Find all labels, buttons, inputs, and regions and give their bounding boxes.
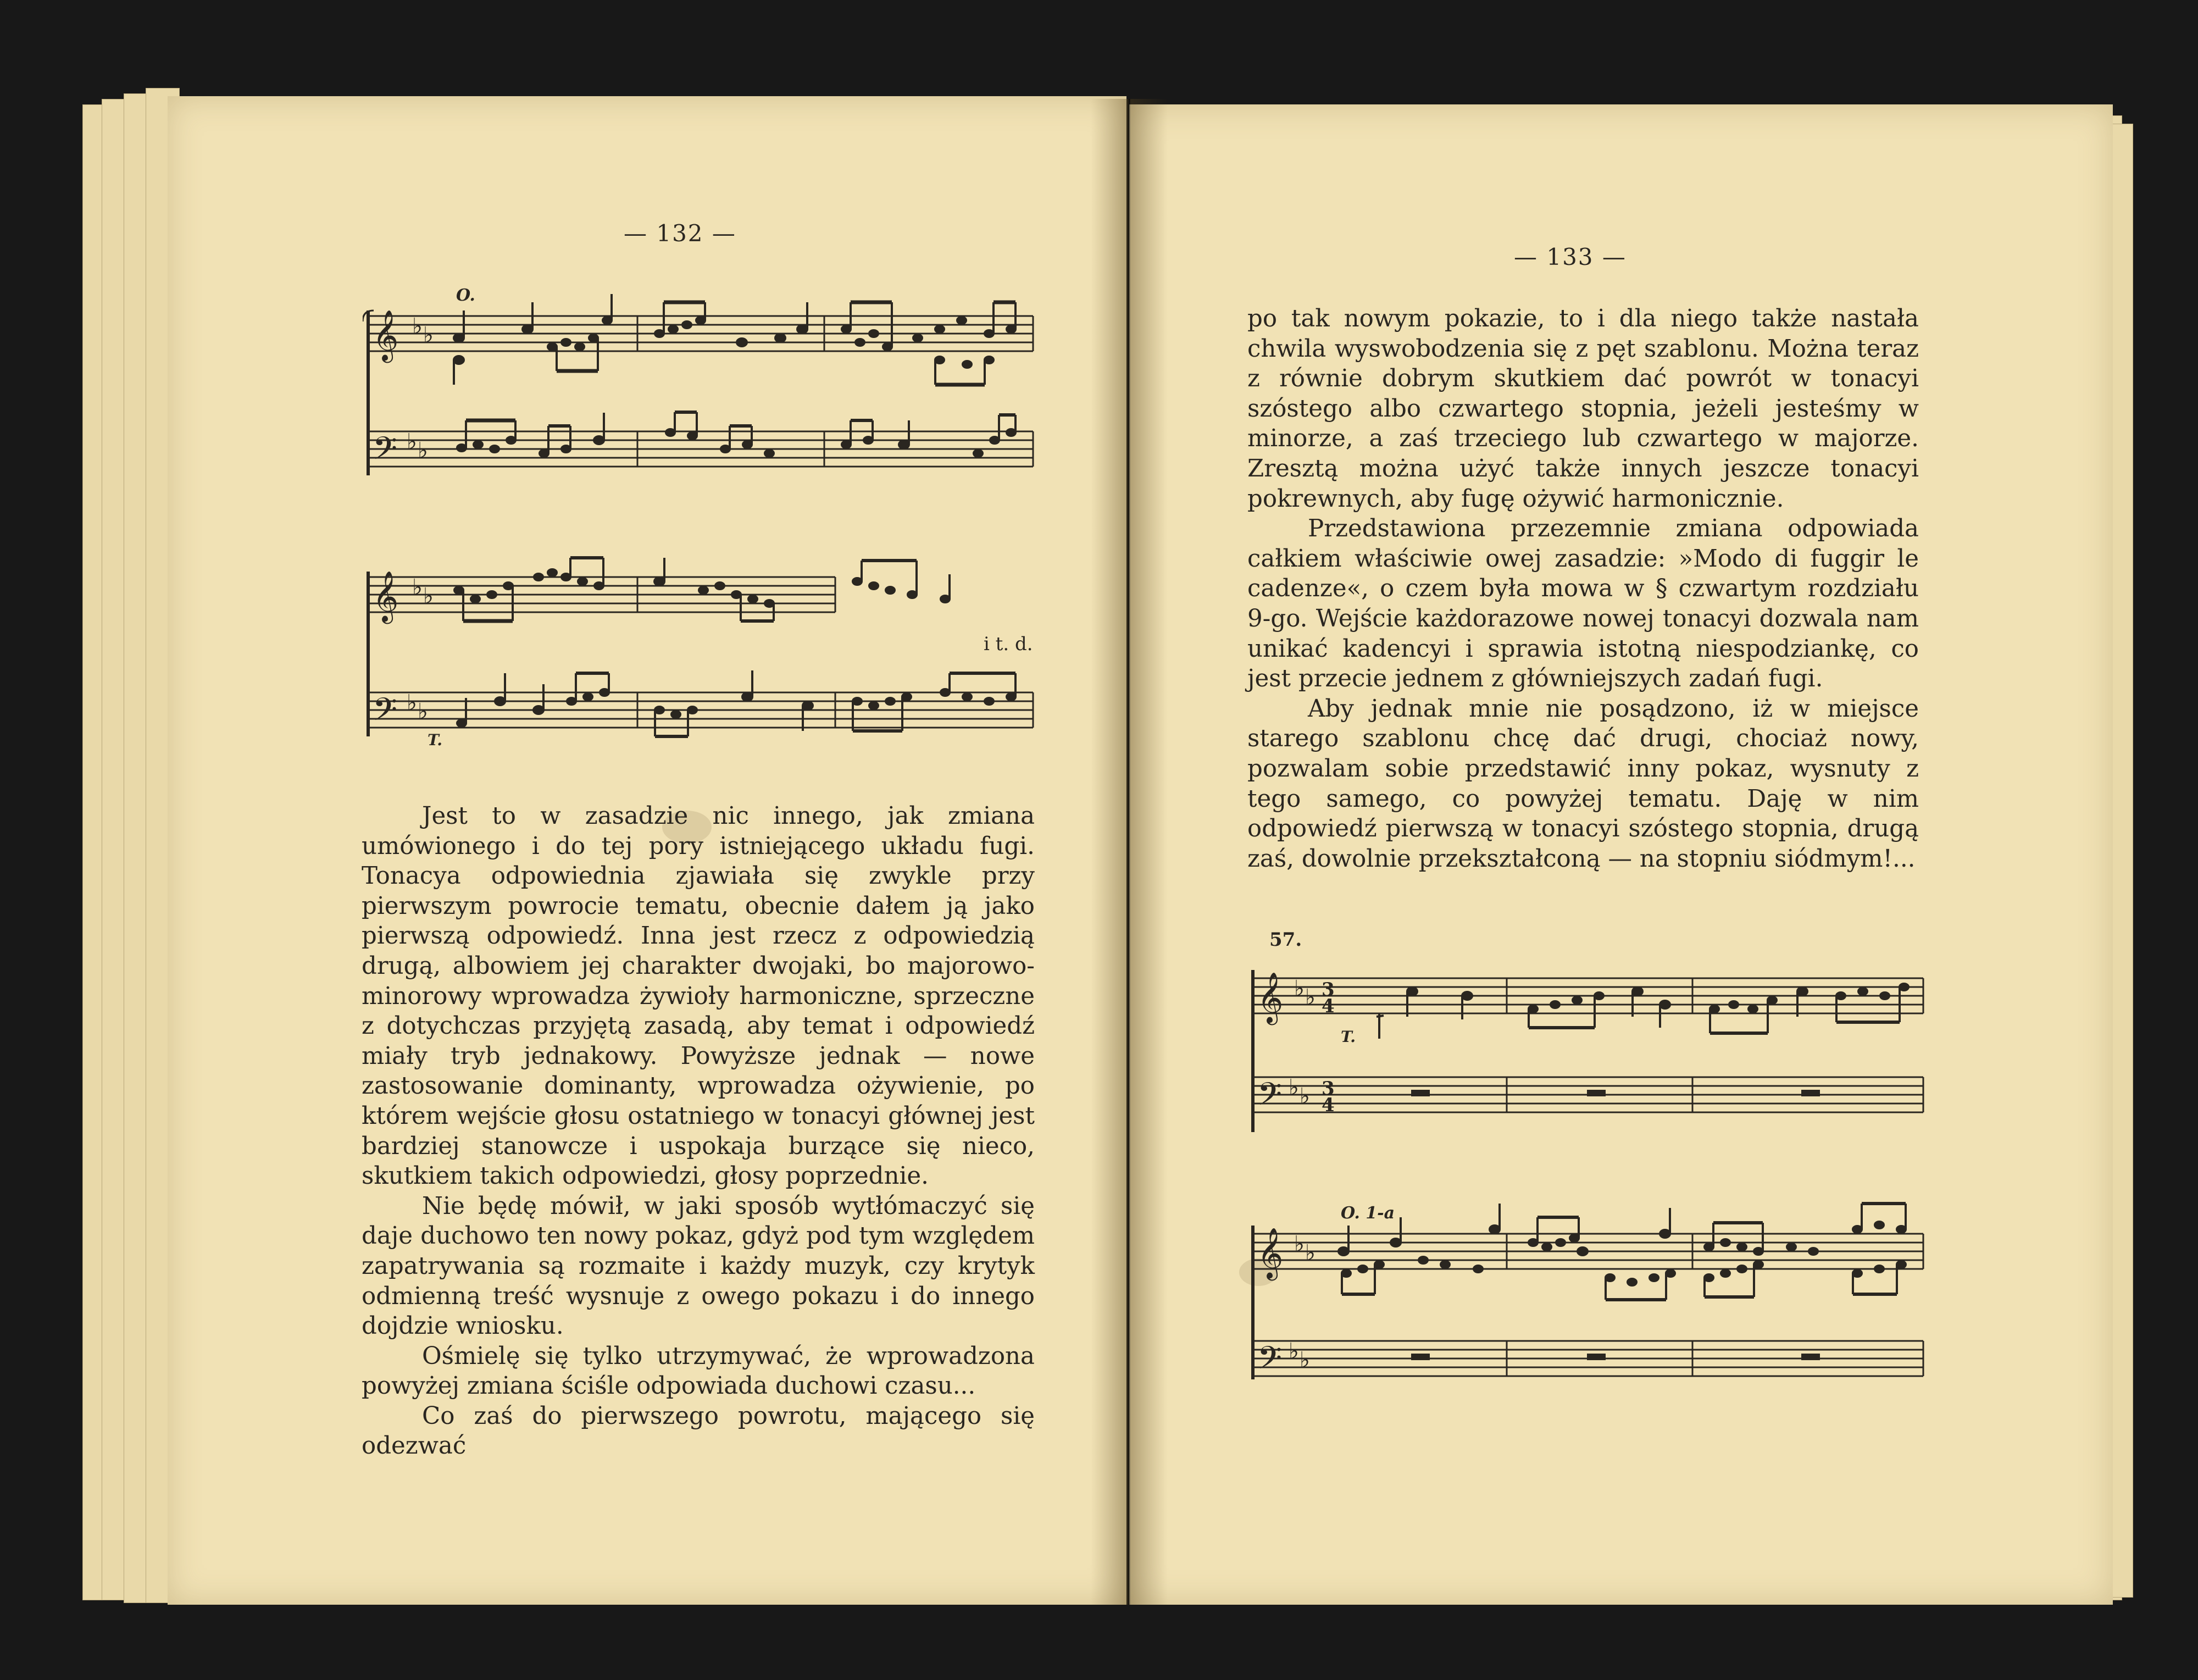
svg-text:♭: ♭ bbox=[407, 429, 417, 454]
music-example-bottom bbox=[363, 555, 1039, 745]
svg-text:♭: ♭ bbox=[1305, 1240, 1316, 1266]
svg-text:♭: ♭ bbox=[1294, 976, 1305, 1001]
example-number: 57. bbox=[1269, 929, 1302, 951]
paragraph: Co zaś do pierwszego powrotu, mającego się odezwać bbox=[362, 1402, 1035, 1460]
paragraph: Jest to w zasadzie nic innego, jak zmiana umówionego i do tej pory istniejącego układu fugi. Tonacya odpowiednia zjawiała się zwykle przy pierwszym powrocie tematu, obecnie dałem ją jako pierwszą odpowiedź. Inna jest rzecz z odpowiedzią drugą, albowiem jej charakter dwojaki, bo majorowo-minorowy wprowadza żywioły harmoniczne, sprzeczne z dotychczas przyjętą zasadą, aby temat i odpowiedź miały tryb jednakowy. Powyższe jednak — nowe zastosowanie dominanty, wprowadza ożywienie, po którem wejście głosu ostatniego w tonacyi głównej jest bardziej stanowcze i uspokaja burzące się nieco, skutkiem takich odpowiedzi, głosy poprzednie. bbox=[362, 802, 1035, 1190]
svg-text:3: 3 bbox=[1322, 979, 1335, 1001]
svg-text:♭: ♭ bbox=[412, 314, 423, 339]
svg-text:𝄢: 𝄢 bbox=[373, 691, 398, 736]
svg-text:♭: ♭ bbox=[423, 584, 434, 609]
music-example-o1a bbox=[1247, 1198, 1929, 1385]
svg-text:♭: ♭ bbox=[1294, 1232, 1305, 1257]
svg-text:♭: ♭ bbox=[407, 690, 417, 716]
svg-text:4: 4 bbox=[1322, 1094, 1335, 1116]
paragraph: Przedstawiona przezemnie zmiana odpowiada całkiem właściwie owej zasadzie: »Modo di fuggir le cadenze«, o czem była mowa w § czwartym rozdziału 9-go. Wejście każdorazowe nowej tonacyi dozwala nam unikać kadencyi i sprawia istotną niespodziankę, co jest przecie jednem z główniejszych zadań fugi. bbox=[1247, 515, 1919, 693]
voice-label-o: O. 1-a bbox=[1341, 1204, 1395, 1223]
svg-text:♭: ♭ bbox=[1305, 985, 1316, 1010]
voice-label-t: T. bbox=[428, 731, 442, 749]
voice-label-t: T. bbox=[1341, 1028, 1356, 1046]
page-number: — 133 — bbox=[1514, 243, 1627, 270]
svg-text:𝄞: 𝄞 bbox=[373, 309, 399, 361]
svg-text:4: 4 bbox=[1322, 995, 1335, 1017]
right-page-body bbox=[1247, 304, 1919, 874]
music-example-top bbox=[363, 289, 1039, 478]
svg-text:♭: ♭ bbox=[418, 438, 428, 463]
svg-text:♭: ♭ bbox=[1300, 1348, 1310, 1373]
score-system bbox=[363, 289, 1039, 478]
score-system bbox=[1247, 1198, 1929, 1385]
left-page-body bbox=[362, 801, 1035, 1461]
svg-text:♭: ♭ bbox=[1289, 1075, 1299, 1100]
paragraph: po tak nowym pokazie, to i dla niego także nastała chwila wyswobodzenia się z pęt szablonu. Można teraz z równie dobrym skutkiem dać powrót w tonacyi szóstego albo czwartego stopnia, jeżeli jesteśmy w minorze, a zaś trzeciego lub czwartego w majorze. Zresztą można użyć także innych jeszcze tonacyi pokrewnych, aby fugę ożywić harmonicznie. bbox=[1247, 305, 1919, 513]
svg-text:𝄢: 𝄢 bbox=[373, 430, 398, 475]
book-gutter bbox=[1091, 99, 1168, 1605]
svg-text:𝄞: 𝄞 bbox=[1257, 972, 1284, 1023]
paragraph: Aby jednak mnie nie posądzono, iż w miejsce starego szablonu chcę dać drugi, chociaż nowy, pozwalam sobie przedstawić inny pokaz, wysnuty z tego samego, co powyżej tematu. Daję w nim odpowiedź pierwszą w tonacyi szóstego stopnia, drugą zaś, dowolnie przekształconą — na stopniu siódmym!... bbox=[1247, 695, 1919, 873]
voice-label-o: O. bbox=[456, 286, 475, 305]
svg-text:♭: ♭ bbox=[412, 575, 423, 600]
svg-text:𝄞: 𝄞 bbox=[373, 570, 399, 622]
svg-text:♭: ♭ bbox=[423, 323, 434, 348]
page-number: — 132 — bbox=[624, 220, 736, 247]
svg-text:♭: ♭ bbox=[418, 699, 428, 724]
continuation-mark: i t. d. bbox=[984, 633, 1033, 655]
paragraph: Ośmielę się tylko utrzymywać, że wprowadzona powyżej zmiana ściśle odpowiada duchowi czasu... bbox=[362, 1342, 1035, 1400]
score-system bbox=[363, 555, 1039, 745]
paragraph: Nie będę mówił, w jaki sposób wytłómaczyć się daje duchowo ten nowy pokaz, gdyż pod tym względem zapatrywania są rozmaite i każdy muzyk, czy krytyk odmienną treść wysnuje z owego pokazu i do innego dojdzie wniosku. bbox=[362, 1192, 1035, 1340]
svg-text:𝄢: 𝄢 bbox=[1257, 1339, 1283, 1384]
svg-text:♭: ♭ bbox=[1289, 1339, 1299, 1364]
svg-text:♭: ♭ bbox=[1300, 1084, 1310, 1109]
svg-text:𝄢: 𝄢 bbox=[1257, 1075, 1283, 1121]
svg-text:𝄞: 𝄞 bbox=[1257, 1227, 1284, 1278]
svg-text:3: 3 bbox=[1322, 1078, 1335, 1100]
